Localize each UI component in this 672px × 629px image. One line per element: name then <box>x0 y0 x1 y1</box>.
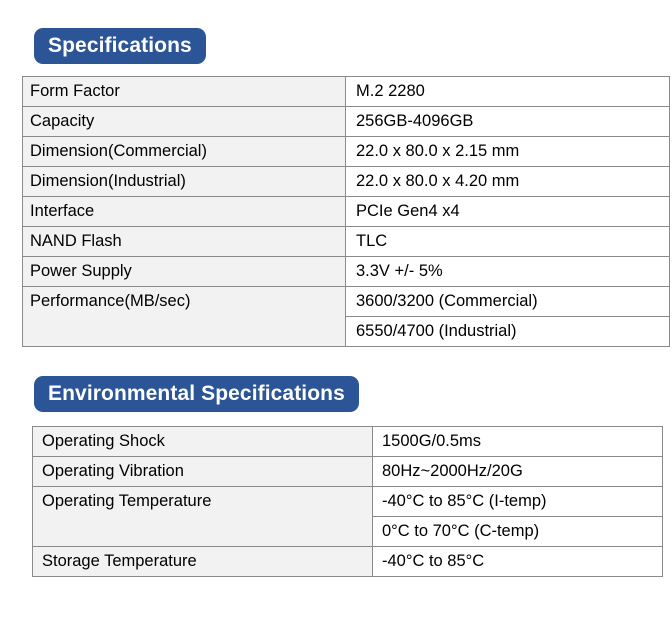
spec-value-nand-flash: TLC <box>346 227 670 257</box>
spec-label-power-supply: Power Supply <box>23 257 346 287</box>
env-label-operating-shock: Operating Shock <box>33 427 373 457</box>
table-row <box>23 287 670 317</box>
table-row <box>23 227 670 257</box>
spec-label-nand-flash: NAND Flash <box>23 227 346 257</box>
table-row <box>23 317 670 347</box>
env-label-operating-temperature: Operating Temperature <box>33 487 373 517</box>
spec-label-capacity: Capacity <box>23 107 346 137</box>
env-value-operating-temperature-ctemp: 0°C to 70°C (C-temp) <box>373 517 663 547</box>
table-row <box>23 107 670 137</box>
spec-value-form-factor: M.2 2280 <box>346 77 670 107</box>
spec-label-dimension-industrial: Dimension(Industrial) <box>23 167 346 197</box>
env-label-storage-temperature: Storage Temperature <box>33 547 373 577</box>
env-value-operating-shock: 1500G/0.5ms <box>373 427 663 457</box>
env-label-operating-vibration: Operating Vibration <box>33 457 373 487</box>
spec-value-capacity: 256GB-4096GB <box>346 107 670 137</box>
spec-label-dimension-commercial: Dimension(Commercial) <box>23 137 346 167</box>
section-heading-environmental-specifications: Environmental Specifications <box>34 376 359 412</box>
spec-label-interface: Interface <box>23 197 346 227</box>
spec-value-interface: PCIe Gen4 x4 <box>346 197 670 227</box>
table-row <box>33 547 663 577</box>
spec-label-form-factor: Form Factor <box>23 77 346 107</box>
table-row <box>23 77 670 107</box>
env-value-operating-temperature-itemp: -40°C to 85°C (I-temp) <box>373 487 663 517</box>
spec-value-dimension-industrial: 22.0 x 80.0 x 4.20 mm <box>346 167 670 197</box>
spec-label-performance: Performance(MB/sec) <box>23 287 346 317</box>
spec-label-performance-continued <box>23 317 346 347</box>
env-label-operating-temperature-continued <box>33 517 373 547</box>
table-row <box>33 487 663 517</box>
table-row <box>23 137 670 167</box>
table-row <box>23 167 670 197</box>
spec-value-performance-industrial: 6550/4700 (Industrial) <box>346 317 670 347</box>
table-row <box>33 517 663 547</box>
environmental-specifications-table <box>32 426 663 577</box>
section-heading-specifications: Specifications <box>34 28 206 64</box>
specifications-section-header <box>18 0 654 64</box>
spec-value-dimension-commercial: 22.0 x 80.0 x 2.15 mm <box>346 137 670 167</box>
table-row <box>23 197 670 227</box>
specifications-table <box>22 76 670 347</box>
env-value-storage-temperature: -40°C to 85°C <box>373 547 663 577</box>
table-row <box>33 457 663 487</box>
table-row <box>33 427 663 457</box>
spec-value-performance-commercial: 3600/3200 (Commercial) <box>346 287 670 317</box>
spec-value-power-supply: 3.3V +/- 5% <box>346 257 670 287</box>
environmental-specifications-section-header <box>18 347 654 412</box>
env-value-operating-vibration: 80Hz~2000Hz/20G <box>373 457 663 487</box>
table-row <box>23 257 670 287</box>
